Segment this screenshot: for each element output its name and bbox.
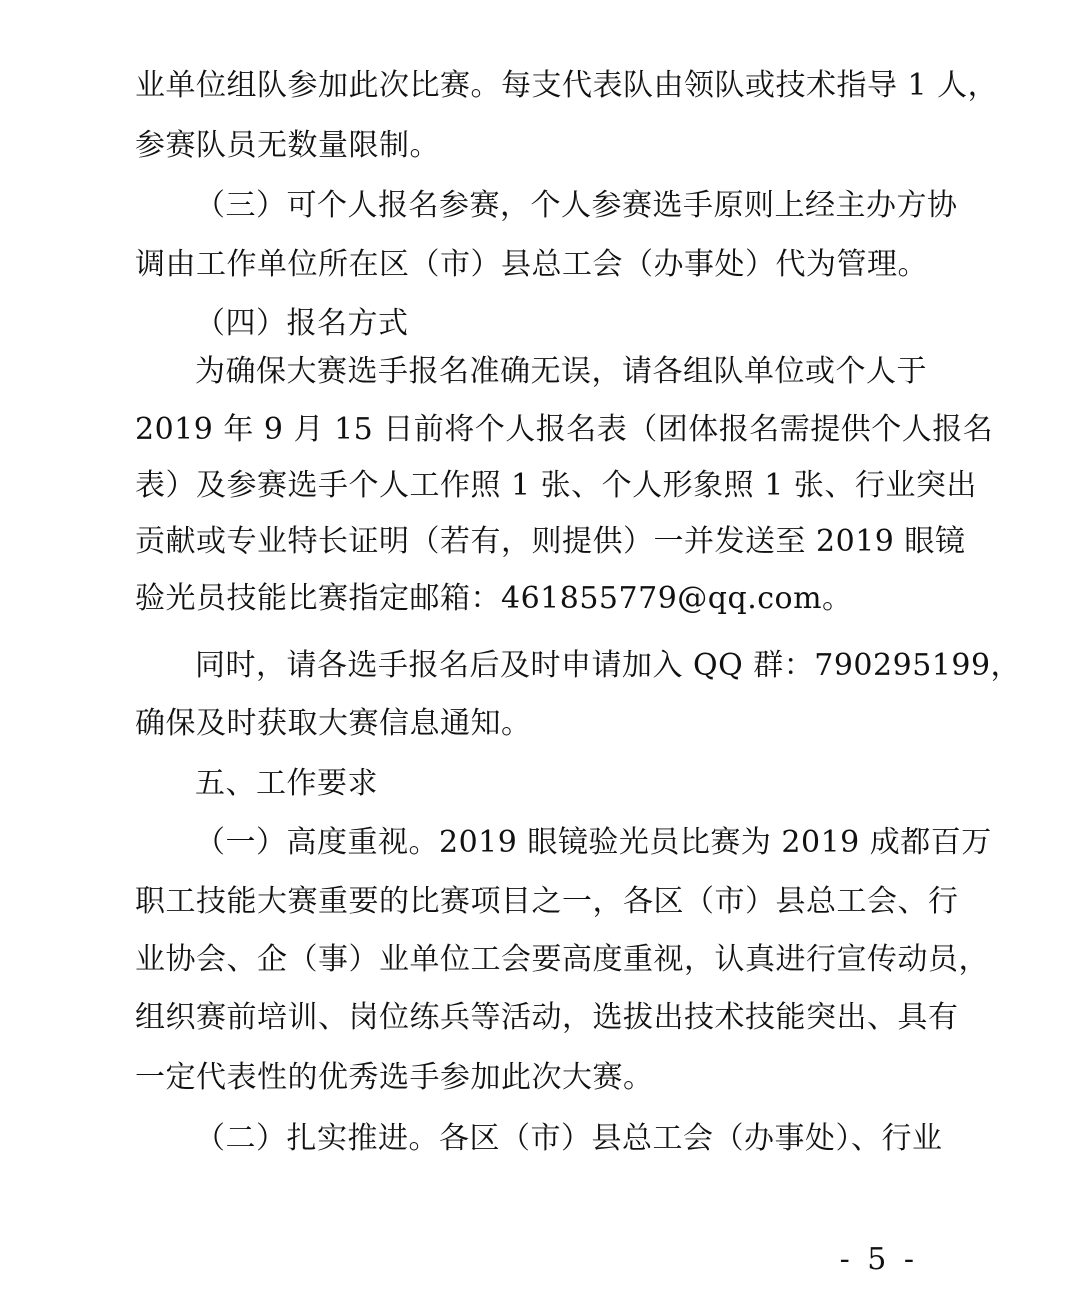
paragraph-line: （二）扎实推进。各区（市）县总工会（办事处）、行业: [195, 1121, 943, 1156]
paragraph-line: 同时，请各选手报名后及时申请加入 QQ 群：790295199，: [195, 648, 1022, 683]
paragraph-line: 贡献或专业特长证明（若有，则提供）一并发送至 2019 眼镜: [135, 524, 966, 559]
paragraph-line: 验光员技能比赛指定邮箱：461855779@qq.com。: [135, 581, 853, 616]
section-heading: 五、工作要求: [195, 766, 378, 801]
paragraph-line: 调由工作单位所在区（市）县总工会（办事处）代为管理。: [135, 247, 928, 282]
paragraph-line: 为确保大赛选手报名准确无误，请各组队单位或个人于: [195, 354, 927, 389]
paragraph-line: 参赛队员无数量限制。: [135, 128, 440, 163]
paragraph-line: （一）高度重视。2019 眼镜验光员比赛为 2019 成都百万: [195, 825, 992, 860]
paragraph-line: （三）可个人报名参赛，个人参赛选手原则上经主办方协: [195, 188, 958, 223]
paragraph-line: 一定代表性的优秀选手参加此次大赛。: [135, 1060, 654, 1095]
page-number: - 5 -: [839, 1242, 918, 1277]
section-heading: （四）报名方式: [195, 306, 409, 341]
paragraph-line: 确保及时获取大赛信息通知。: [135, 706, 532, 741]
paragraph-line: 职工技能大赛重要的比赛项目之一，各区（市）县总工会、行: [135, 884, 959, 919]
paragraph-line: 业单位组队参加此次比赛。每支代表队由领队或技术指导 1 人，: [135, 68, 999, 103]
paragraph-line: 2019 年 9 月 15 日前将个人报名表（团体报名需提供个人报名: [135, 412, 994, 447]
paragraph-line: 业协会、企（事）业单位工会要高度重视，认真进行宣传动员，: [135, 942, 989, 977]
paragraph-line: 表）及参赛选手个人工作照 1 张、个人形象照 1 张、行业突出: [135, 468, 977, 503]
paragraph-line: 组织赛前培训、岗位练兵等活动，选拔出技术技能突出、具有: [135, 1000, 959, 1035]
